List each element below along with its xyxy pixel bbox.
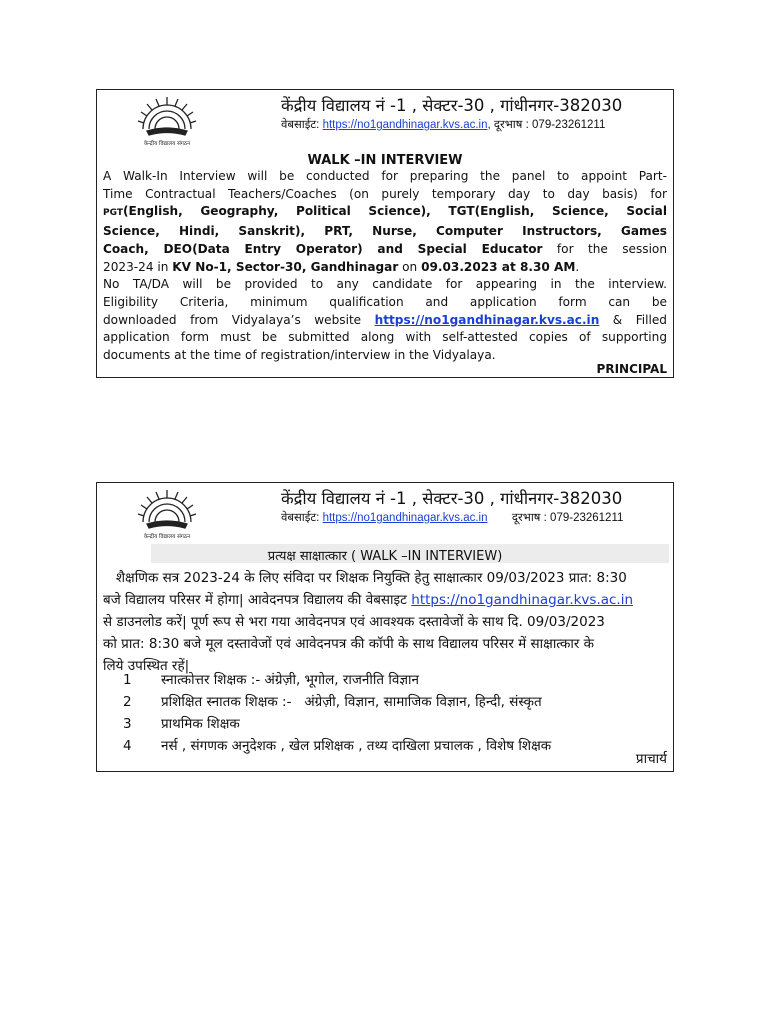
list-text: स्नात्कोत्तर शिक्षक :- अंग्रेज़ी, भूगोल, राजनीति विज्ञान xyxy=(161,672,420,688)
logo-caption: केन्द्रीय विद्यालय संगठन xyxy=(143,534,191,540)
kvs-logo xyxy=(133,484,201,542)
body-line: शैक्षणिक सत्र 2023-24 के लिए संविदा पर शिक्षक नियुक्ति हेतु साक्षात्कार 09/03/2023 प्रात: 8:30 xyxy=(103,570,627,586)
phone-label: दूरभाष xyxy=(493,119,523,131)
logo-caption: केन्द्रीय विद्यालय संगठन xyxy=(143,141,191,147)
kvs-logo xyxy=(133,91,201,149)
body-line: लिये उपस्थित रहें| xyxy=(103,658,190,674)
list-item xyxy=(119,713,659,735)
list-text: प्रशिक्षित स्नातक शिक्षक :- अंग्रेज़ी, विज्ञान, सामाजिक विज्ञान, हिन्दी, संस्कृत xyxy=(161,694,542,710)
body-line: documents at the time of registration/interview in the Vidyalaya. xyxy=(103,348,496,363)
body-line: से डाउनलोड करें| पूर्ण रूप से भरा गया आवेदनपत्र एवं आवश्यक दस्तावेजों के साथ दि. 09/03/2023 xyxy=(103,614,605,630)
website-link-body[interactable]: https://no1gandhinagar.kvs.ac.in xyxy=(374,312,600,327)
pgt-subjects: (English, Geography, Political Science), TGT(English, Science, Social xyxy=(122,204,667,219)
posts-bold: Coach, DEO(Data Entry Operator) and Special Educator xyxy=(103,241,543,256)
body-line: बजे विद्यालय परिसर में होगा| आवेदनपत्र विद्यालय की वेबसाइट https://no1gandhinagar.kvs.ac.in xyxy=(103,592,634,608)
phone-number: : 079-23261211 xyxy=(525,119,606,131)
body-line: 2023-24 in KV No-1, Sector-30, Gandhinagar on 09.03.2023 at 8.30 AM. xyxy=(103,259,580,274)
tgt-subjects: Science, Hindi, Sanskrit), PRT, Nurse, Computer Instructors, Games xyxy=(103,224,667,239)
notice-hindi xyxy=(96,482,674,772)
body-line xyxy=(103,203,667,223)
website-link-body[interactable]: https://no1gandhinagar.kvs.ac.in xyxy=(411,592,634,608)
body-line: No TA/DA will be provided to any candidate for appearing in the interview. xyxy=(103,277,667,292)
body-line: को प्रात: 8:30 बजे मूल दस्तावेजों एवं आवेदनपत्र की कॉपी के साथ विद्यालय परिसर में साक्षात्कार के xyxy=(103,636,595,652)
list-number: 3 xyxy=(123,716,132,732)
post-list xyxy=(119,669,659,757)
contact-line xyxy=(281,510,623,525)
notice-heading: WALK –IN INTERVIEW xyxy=(307,153,463,168)
list-number: 1 xyxy=(123,672,132,688)
notice-english xyxy=(96,89,674,378)
list-number: 2 xyxy=(123,694,132,710)
notice-heading: प्रत्यक्ष साक्षात्कार ( WALK –IN INTERVIEW) xyxy=(267,549,503,564)
list-number: 4 xyxy=(123,738,132,754)
signature: प्राचार्य xyxy=(635,751,667,767)
school-title: केंद्रीय विद्यालय नं -1 , सेक्टर-30 , गांधीनगर-382030 xyxy=(281,489,623,508)
venue: KV No-1, Sector-30, Gandhinagar xyxy=(172,259,399,274)
phone-label: दूरभाष xyxy=(511,512,541,524)
website-label: वेबसाईट: xyxy=(281,512,320,524)
website-link[interactable]: https://no1gandhinagar.kvs.ac.in xyxy=(322,512,488,524)
body-line xyxy=(103,223,667,241)
body-line: downloaded from Vidyalaya’s website https://no1gandhinagar.kvs.ac.in & Filled xyxy=(103,312,667,327)
body-line: A Walk-In Interview will be conducted for preparing the panel to appoint Part- xyxy=(103,169,667,183)
website-link[interactable]: https://no1gandhinagar.kvs.ac.in xyxy=(322,119,488,131)
signature: PRINCIPAL xyxy=(596,362,667,376)
body-line: application form must be submitted along with self-attested copies of supporting xyxy=(103,330,667,345)
body-line: Coach, DEO(Data Entry Operator) and Special Educator for the session xyxy=(103,241,667,256)
pgt-label: PGT xyxy=(103,208,123,219)
list-text: नर्स , संगणक अनुदेशक , खेल प्रशिक्षक , तथ्य दाखिला प्रचालक , विशेष शिक्षक xyxy=(161,738,552,754)
notice-body xyxy=(103,168,667,365)
contact-line: वेबसाईट: https://no1gandhinagar.kvs.ac.in, दूरभाष : 079-23261211 xyxy=(281,119,606,131)
notice-body xyxy=(103,567,669,677)
list-item xyxy=(119,691,659,713)
list-text: प्राथमिक शिक्षक xyxy=(161,716,240,732)
list-item xyxy=(119,669,659,691)
phone-number: : 079-23261211 xyxy=(543,512,624,524)
list-item xyxy=(119,735,659,757)
website-label: वेबसाईट: xyxy=(281,119,320,131)
interview-datetime: 09.03.2023 at 8.30 AM xyxy=(421,259,576,274)
body-line: Eligibility Criteria, minimum qualification and application form can be xyxy=(103,294,667,309)
school-title: केंद्रीय विद्यालय नं -1 , सेक्टर-30 , गांधीनगर-382030 xyxy=(281,96,623,115)
body-line: Time Contractual Teachers/Coaches (on purely temporary day to day basis) for xyxy=(103,186,667,201)
